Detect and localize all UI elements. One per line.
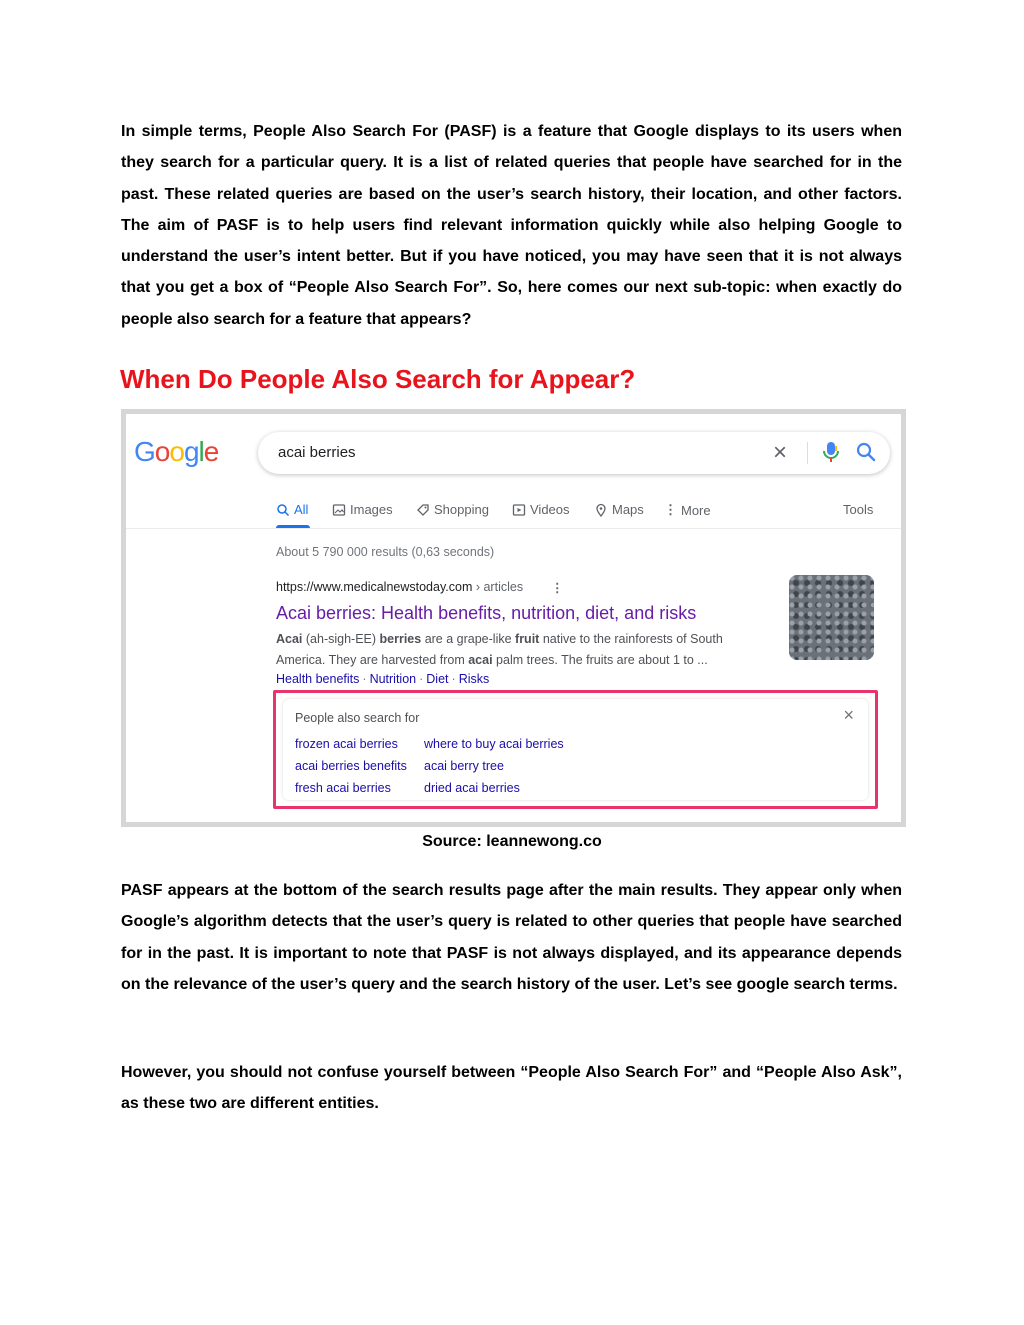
tag-icon bbox=[416, 503, 430, 517]
tab-label: Maps bbox=[612, 502, 644, 517]
tab-label: Videos bbox=[530, 502, 570, 517]
tab-label: All bbox=[294, 502, 309, 517]
tab-label: Shopping bbox=[434, 502, 489, 517]
sitelink-nutrition[interactable]: Nutrition bbox=[369, 672, 417, 686]
pasf-suggestion[interactable]: acai berries benefits bbox=[295, 759, 407, 773]
tab-images[interactable] bbox=[332, 502, 393, 517]
tabs-divider bbox=[126, 528, 901, 529]
sitelink-risks[interactable]: Risks bbox=[458, 672, 490, 686]
body-paragraph-2: PASF appears at the bottom of the search results page after the main results. They appear only when Google’s algorithm detects that the user’s query is related to other queries that people have searched for in the past. It is important to note that PASF is not always displayed, and its appearance depends on the relevance of the user’s query and the search history of the user. Let’s see google search terms. bbox=[121, 882, 902, 993]
sitelink-health-benefits[interactable]: Health benefits bbox=[276, 672, 360, 686]
image-icon bbox=[332, 503, 346, 517]
tab-maps[interactable] bbox=[594, 502, 644, 517]
people-also-search-for-box bbox=[273, 690, 878, 809]
section-heading: When Do People Also Search for Appear? bbox=[120, 364, 636, 394]
pasf-suggestion[interactable]: frozen acai berries bbox=[295, 737, 398, 751]
tab-label: More bbox=[681, 502, 711, 518]
google-logo: Google bbox=[134, 436, 219, 467]
close-icon[interactable]: × bbox=[843, 705, 854, 725]
result-sitelinks: Health benefits · Nutrition · Diet · Risks bbox=[276, 672, 490, 686]
map-pin-icon bbox=[594, 503, 608, 517]
sitelink-diet[interactable]: Diet bbox=[426, 672, 449, 686]
result-url[interactable] bbox=[276, 580, 564, 595]
result-title-link[interactable]: Acai berries: Health benefits, nutrition, diet, and risks bbox=[276, 603, 697, 623]
play-icon bbox=[512, 503, 526, 517]
result-snippet: Acai (ah-sigh-EE) berries are a grape-like fruit native to the rainforests of South America. They are harvested from acai palm trees. The fruits are about 1 to ... bbox=[276, 632, 723, 667]
search-tabs bbox=[276, 502, 906, 526]
pasf-card bbox=[283, 699, 868, 800]
tab-all[interactable] bbox=[276, 502, 308, 517]
pasf-suggestion[interactable]: acai berry tree bbox=[424, 759, 504, 773]
tab-more[interactable] bbox=[664, 502, 711, 518]
pasf-suggestion[interactable]: dried acai berries bbox=[424, 781, 520, 795]
tab-videos[interactable] bbox=[512, 502, 570, 517]
tab-shopping[interactable] bbox=[416, 502, 489, 517]
more-options-icon[interactable]: ⋮ bbox=[551, 581, 564, 595]
pasf-suggestions bbox=[295, 736, 584, 796]
search-bar[interactable] bbox=[258, 432, 890, 474]
result-url-breadcrumb: › articles bbox=[472, 580, 524, 594]
google-search-screenshot bbox=[121, 409, 906, 827]
image-caption: Source: leannewong.co bbox=[422, 833, 602, 850]
pasf-suggestion[interactable]: fresh acai berries bbox=[295, 781, 391, 795]
search-icon[interactable] bbox=[854, 440, 878, 469]
divider bbox=[807, 442, 808, 464]
more-vertical-icon: ⋮ bbox=[664, 502, 677, 517]
body-paragraph-3: However, you should not confuse yourself between “People Also Search For” and “People Also Ask”, as these two are different entities. bbox=[121, 1064, 902, 1113]
intro-paragraph: In simple terms, People Also Search For (PASF) is a feature that Google displays to its users when they search for a particular query. It is a list of related queries that people have searched for in the past. These related queries are based on the user’s search history, their location, and other factors. The aim of PASF is to help users find relevant information quickly while also helping Google to understand the user’s intent better. But if you have noticed, you may have seen that it is not always that you get a box of “People Also Search For”. So, here comes our next sub-topic: when exactly do people also search for a feature that appears? bbox=[121, 123, 902, 328]
search-query[interactable]: acai berries bbox=[278, 444, 356, 461]
tab-label: Images bbox=[350, 502, 393, 517]
microphone-icon[interactable] bbox=[820, 440, 842, 469]
result-stats: About 5 790 000 results (0,63 seconds) bbox=[276, 545, 495, 559]
acai-berries-thumbnail[interactable] bbox=[789, 575, 874, 660]
tools-button[interactable]: Tools bbox=[843, 502, 874, 517]
search-icon bbox=[276, 503, 290, 517]
pasf-title: People also search for bbox=[295, 711, 420, 725]
clear-icon[interactable]: × bbox=[773, 439, 788, 466]
result-url-domain: https://www.medicalnewstoday.com bbox=[276, 580, 473, 594]
pasf-suggestion[interactable]: where to buy acai berries bbox=[424, 737, 564, 751]
